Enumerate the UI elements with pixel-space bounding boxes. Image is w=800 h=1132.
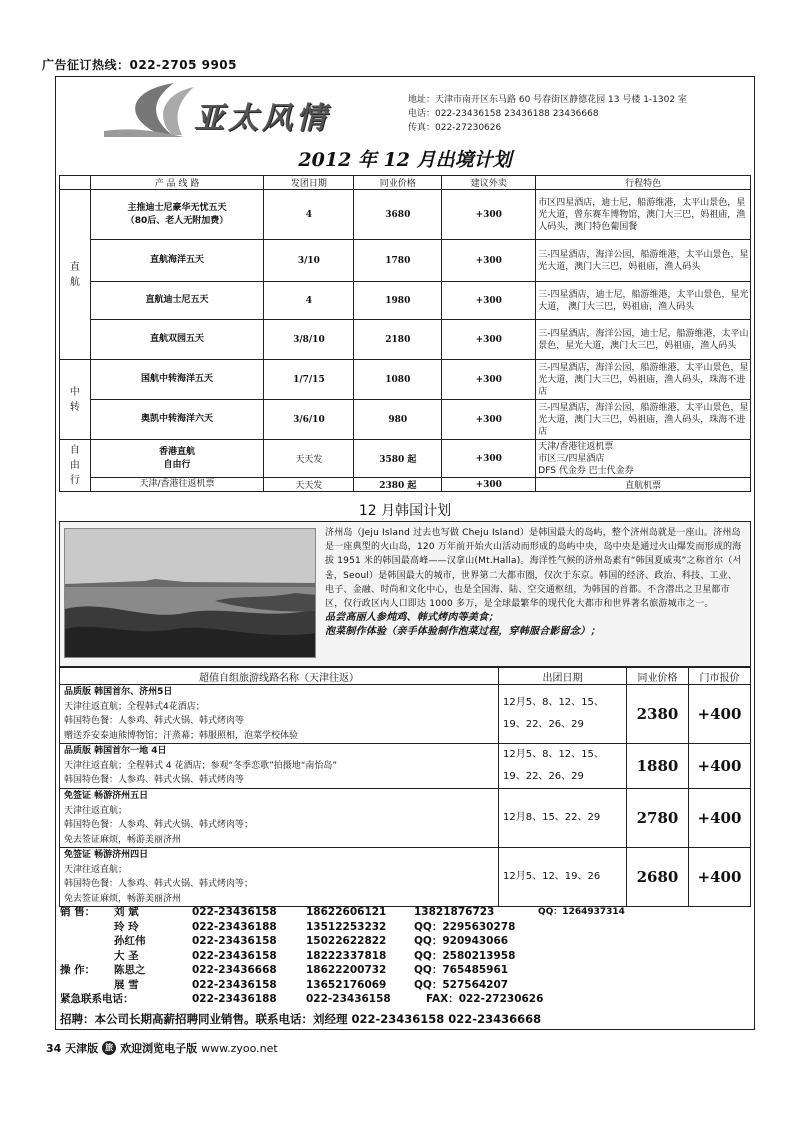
- contact-qq: QQ：2580213958: [414, 949, 516, 962]
- trade-price: 1980: [354, 282, 442, 320]
- gate-price: +400: [689, 848, 751, 907]
- contact-mobile: 13652176069: [306, 978, 387, 991]
- route-line: 天津往返直航；: [64, 864, 128, 875]
- contact-row: [60, 934, 750, 949]
- suggested-markup: +300: [442, 190, 536, 240]
- depart-date: 3/8/10: [264, 320, 354, 360]
- depart-date: 4: [264, 282, 354, 320]
- gate-price: +400: [689, 789, 751, 848]
- itinerary-features: 三-四星酒店，海洋公园，船游维港，太平山景色，星光大道，澳门大三巴，妈祖庙，渔人码头，珠海不进店: [536, 360, 751, 400]
- contact-qq: QQ：765485961: [414, 964, 509, 976]
- trade-price: 2380 起: [354, 478, 442, 492]
- depart-date: 天天发: [264, 478, 354, 492]
- trade-price: 2380: [627, 685, 689, 744]
- company-contact: [408, 93, 687, 135]
- sales-contacts: [60, 905, 750, 1007]
- contact-mobile: 18622606121: [306, 906, 387, 918]
- page-frame: [55, 76, 755, 1030]
- route-line: 免去签证麻烦，畅游美丽济州: [64, 893, 182, 904]
- contact-qq: QQ：920943066: [414, 935, 509, 947]
- contact-mobile: 18222337818: [306, 949, 387, 962]
- table-row: [60, 282, 751, 320]
- depart-dates: 12月8、15、22、29: [499, 789, 627, 848]
- route-line: 天津往返直航；全程韩式 4 花酒店；参观“冬季恋歌”拍摄地“南怡岛”: [64, 760, 338, 771]
- route-line: 韩国特色餐：人参鸡、韩式火锅、韩式烤肉等: [64, 775, 245, 786]
- trade-price: 1080: [354, 360, 442, 400]
- header-route: 产 品 线 路: [90, 176, 264, 190]
- emergency-tel-2: 022-23436158: [306, 993, 391, 1005]
- recruitment-notice: 招聘：本公司长期高薪招聘同业销售。联系电话：刘经理 022-23436158 022-23436668: [60, 1012, 542, 1026]
- header-trade-price: 同业价格: [627, 668, 689, 685]
- contact-row: [60, 905, 750, 920]
- table-row: [60, 478, 751, 492]
- contact-name: 陈思之: [114, 964, 146, 976]
- header-date: 发团日期: [264, 176, 354, 190]
- gate-price: +400: [689, 685, 751, 744]
- trade-price: 2180: [354, 320, 442, 360]
- depart-dates: 12月5、8、12、15、19、22、26、29: [499, 744, 627, 789]
- route-name: 直航海洋五天: [90, 240, 264, 282]
- table-row: [60, 848, 751, 907]
- korea-plan-table: [59, 667, 751, 907]
- kimchi-highlight: 泡菜制作体验（亲手体验制作泡菜过程，穿韩服合影留念）；: [325, 626, 601, 638]
- trade-price: 1780: [354, 240, 442, 282]
- header-sell: 建议外卖: [442, 176, 536, 190]
- contact-tel: 022-23436158: [192, 978, 277, 991]
- depart-date: 3/6/10: [264, 400, 354, 440]
- route-name: 直航迪士尼五天: [90, 282, 264, 320]
- sales-label: 销 售：: [60, 906, 96, 918]
- contact-row: [60, 920, 750, 935]
- fax: 传真：022-27230626: [408, 123, 502, 133]
- contact-tel: 022-23436668: [192, 964, 277, 976]
- trade-price: 1880: [627, 744, 689, 789]
- contact-row: [60, 978, 750, 993]
- itinerary-features: 直航机票: [536, 478, 751, 492]
- ops-label: 操 作：: [60, 964, 96, 976]
- emergency-fax: FAX：022-27230626: [426, 993, 544, 1005]
- route-name: 天津/香港往返机票: [90, 478, 264, 492]
- route-title: 免签证 畅游济州五日: [64, 791, 149, 801]
- emergency-tel-1: 022-23436188: [192, 993, 277, 1005]
- company-logo: [94, 81, 354, 139]
- contact-name: 玲 玲: [114, 920, 139, 933]
- group-label-text: 直航: [69, 261, 80, 288]
- contact-qq: QQ：1264937314: [538, 907, 625, 917]
- itinerary-features: 市区四星酒店，迪士尼，船游维港，太平山景色，星光大道，曾东赛车博物馆，澳门大三巴，妈祖庙，渔人码头，澳门特色葡国餐: [536, 190, 751, 240]
- route-description: [60, 744, 499, 789]
- itinerary-features: 三-四星酒店，海洋公园，迪士尼，船游维港，太平山景色，星光大道，澳门大三巴，妈祖庙，渔人码头: [536, 320, 751, 360]
- contact-mobile: 15022622822: [306, 935, 387, 947]
- logo-text: 亚太风情: [194, 101, 330, 136]
- group-label-text: 自由行: [69, 445, 80, 486]
- header-feature: 行程特色: [536, 176, 751, 190]
- depart-date: 3/10: [264, 240, 354, 282]
- table-row: [60, 320, 751, 360]
- route-name: 奥凯中转海洋六天: [90, 400, 264, 440]
- jeju-intro: 济州岛（Jeju Island 过去也写做 Cheju Island）是韩国最大的岛屿，整个济州岛就是一座山。济州岛是一座典型的火山岛，120 万年前开始火山活动而形成的岛屿中央，岛中央是通过火山爆发而形成的海拔 1951 米的韩国最高峰——汉拿山(Mt.Halla)。海洋性气候的济州岛素有“韩国夏威夷”之称首尔（서울，Seoul）是韩国最大的城市，世界第二大都市圈，仅次于东京。韩国的经济、政治、科技、工业、电子、金融、时尚和文化中心，也是全国海、陆、空交通枢纽，为韩国的首都。不含潜出之卫星都市区，仅行政区内人口即达 1000 多万，是全球最繁华的现代化大都市和世界著名旅游城市之一。: [325, 528, 742, 610]
- suggested-markup: +300: [442, 440, 536, 478]
- contact-tel: 022-23436188: [192, 920, 277, 933]
- route-description: [60, 848, 499, 907]
- table-row: [60, 240, 751, 282]
- contact-row: [60, 949, 750, 964]
- trade-price: 3680: [354, 190, 442, 240]
- contact-tel: 022-23436158: [192, 935, 277, 947]
- contact-mobile-2: 13821876723: [414, 906, 495, 918]
- table-row: [60, 360, 751, 400]
- jeju-coast-photo: [64, 528, 316, 658]
- route-title: 免签证 畅游济州四日: [64, 850, 149, 860]
- header-price: 同业价格: [354, 176, 442, 190]
- depart-date: 4: [264, 190, 354, 240]
- header: [56, 77, 754, 143]
- group-label: [60, 190, 91, 360]
- trade-price: 980: [354, 400, 442, 440]
- suggested-markup: +300: [442, 320, 536, 360]
- table-row: [60, 744, 751, 789]
- trade-price: 2680: [627, 848, 689, 907]
- jeju-section: [59, 521, 751, 667]
- blank-header: [60, 176, 91, 190]
- trade-price: 2780: [627, 789, 689, 848]
- route-name: 香港直航 自由行: [90, 440, 264, 478]
- itinerary-features: 天津/香港往返机票 市区三/四星酒店 DFS 代金券 巴士代金券: [536, 440, 751, 478]
- route-name: 国航中转海洋五天: [90, 360, 264, 400]
- coast-image-icon: [65, 529, 316, 658]
- route-line: 天津往返直航；全程韩式4花酒店；: [64, 701, 205, 712]
- suggested-markup: +300: [442, 240, 536, 282]
- itinerary-features: 三-四星酒店，海洋公园，船游维港，太平山景色，星光大道，澳门大三巴，妈祖庙，渔人码头，珠海不进店: [536, 400, 751, 440]
- route-title: 品质版 韩国首尔、济州5日: [64, 687, 173, 697]
- route-description: [60, 789, 499, 848]
- emergency-row: [60, 992, 750, 1007]
- trade-price: 3580 起: [354, 440, 442, 478]
- footer-slogan: 欢迎浏览电子版: [120, 1042, 198, 1055]
- contact-name: 展 雪: [114, 978, 139, 991]
- suggested-markup: +300: [442, 282, 536, 320]
- header-gate-price: 门市报价: [689, 668, 751, 685]
- table-row: [60, 789, 751, 848]
- ad-hotline: 广告征订热线：022-2705 9905: [42, 58, 238, 72]
- emergency-label: 紧急联系电话：: [60, 993, 134, 1005]
- itinerary-features: 三-四星酒店，海洋公园，船游维港，太平山景色，星光大道，澳门大三巴，妈祖庙，渔人码头: [536, 240, 751, 282]
- table-row: [60, 440, 751, 478]
- depart-date: 1/7/15: [264, 360, 354, 400]
- travel-badge-icon: 旅: [102, 1041, 116, 1055]
- suggested-markup: +300: [442, 360, 536, 400]
- depart-dates: 12月5、8、12、15、19、22、26、29: [499, 685, 627, 744]
- route-line: 免去签证麻烦，畅游美丽济州: [64, 834, 182, 845]
- group-label: [60, 360, 91, 440]
- table-header-row: [60, 176, 751, 190]
- table-row: [60, 685, 751, 744]
- contact-qq: QQ：527564207: [414, 978, 509, 991]
- contact-qq: QQ：2295630278: [414, 920, 516, 933]
- route-description: [60, 685, 499, 744]
- suggested-markup: +300: [442, 400, 536, 440]
- contact-row: [60, 963, 750, 978]
- table-row: [60, 400, 751, 440]
- suggested-markup: +300: [442, 478, 536, 492]
- hongkong-plan-table: [59, 175, 751, 492]
- website-link[interactable]: www.zyoo.net: [201, 1041, 278, 1055]
- route-line: 天津往返直航；: [64, 805, 128, 816]
- contact-name: 大 圣: [114, 949, 139, 962]
- depart-date: 天天发: [264, 440, 354, 478]
- depart-dates: 12月5、12、19、26: [499, 848, 627, 907]
- contact-tel: 022-23436158: [192, 906, 277, 918]
- page-title: 2012 年 12 月出境计划: [298, 149, 512, 171]
- table-header-row: [60, 668, 751, 685]
- gate-price: +400: [689, 744, 751, 789]
- route-title: 品质版 韩国首尔一地 4日: [64, 746, 167, 757]
- contact-mobile: 13512253232: [306, 920, 387, 933]
- contact-tel: 022-23436158: [192, 949, 277, 962]
- route-line: 赠送乔安泰迪熊博物馆；汗蒸幕；韩服照相，泡菜学校体验: [64, 730, 299, 741]
- route-name: 直航双园五天: [90, 320, 264, 360]
- address: 地址：天津市南开区东马路 60 号春街区静德花园 13 号楼 1-1302 室: [408, 95, 687, 105]
- header-depart-date: 出团日期: [499, 668, 627, 685]
- route-name: 主推迪士尼豪华无忧五天 （80后、老人无附加费）: [90, 190, 264, 240]
- route-line: 韩国特色餐：人参鸡、韩式火锅、韩式烤肉等；: [64, 879, 254, 889]
- contact-mobile: 18622200732: [306, 964, 387, 976]
- itinerary-features: 三-四星酒店，迪士尼，船游维港，太平山景色，星光大道， 澳门大三巴，妈祖庙，渔人码头: [536, 282, 751, 320]
- table-row: [60, 190, 751, 240]
- korea-plan-title: 12 月韩国计划: [358, 503, 452, 519]
- header-route-name: 超值自组旅游线路名称（天津往返）: [60, 668, 499, 685]
- route-line: 韩国特色餐：人参鸡、韩式火锅、韩式烤肉等: [64, 716, 245, 726]
- page-footer: [46, 1040, 278, 1056]
- route-line: 韩国特色餐：人参鸡、韩式火锅、韩式烤肉等；: [64, 820, 254, 830]
- phone: 电话：022-23436158 23436188 23436668: [408, 109, 599, 119]
- jeju-description: [325, 526, 745, 640]
- contact-name: 刘 斌: [114, 906, 139, 918]
- page-number: 34 天津版: [46, 1042, 99, 1055]
- group-label-text: 中转: [69, 386, 80, 413]
- contact-name: 孙红伟: [114, 935, 146, 947]
- food-highlight: 品尝高丽人参炖鸡、韩式烤肉等美食；: [325, 612, 499, 624]
- group-label: [60, 440, 91, 492]
